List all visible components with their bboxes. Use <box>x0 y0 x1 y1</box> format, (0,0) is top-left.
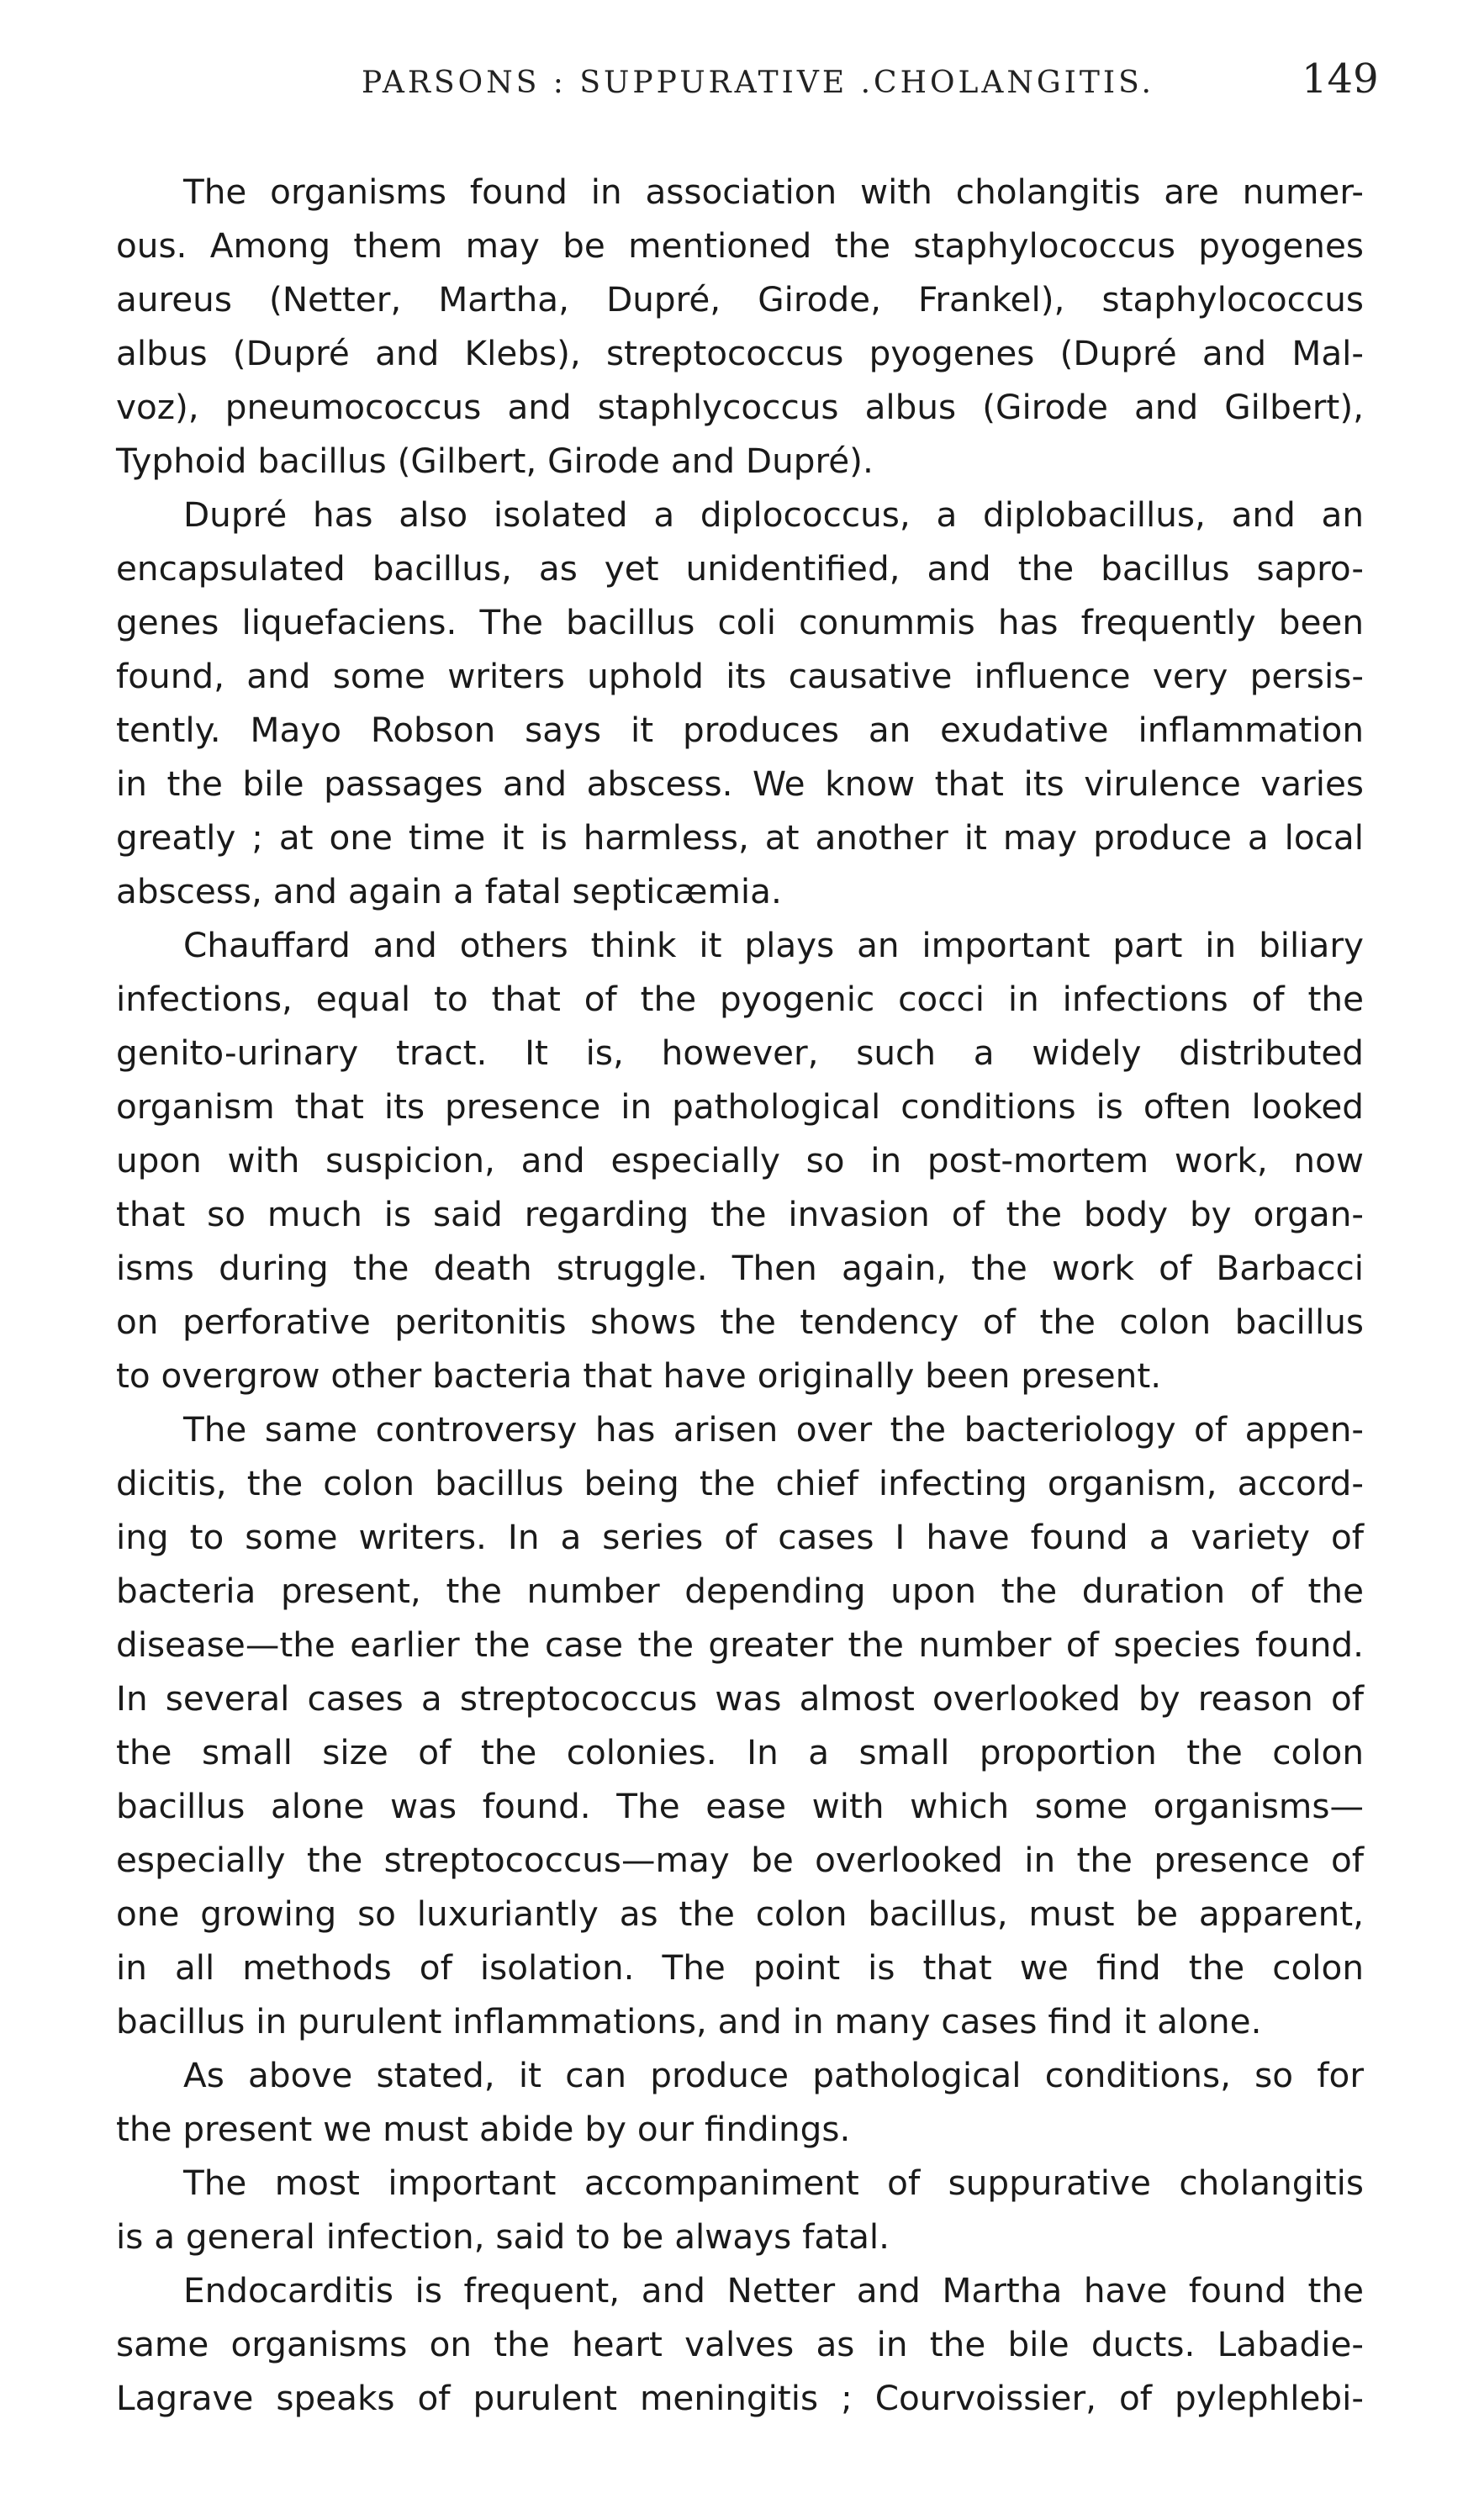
text-line: voz), pneumococcus and staphlycoccus albus (Girode and Gilbert), <box>116 387 1364 427</box>
text-line: one growing so luxuriantly as the colon bacillus, must be apparent, <box>116 1894 1364 1934</box>
text-line: in all methods of isolation. The point is that we find the colon <box>116 1947 1364 1988</box>
text-line: abscess, and again a fatal septicæmia. <box>116 871 782 911</box>
text-line: especially the streptococcus—may be overlooked in the presence of <box>116 1840 1364 1880</box>
text-line: in the bile passages and abscess. We know that its virulence varies <box>116 763 1364 804</box>
text-line: Endocarditis is frequent, and Netter and Martha have found the <box>183 2270 1364 2311</box>
text-line: that so much is said regarding the invasion of the body by organ- <box>116 1194 1364 1234</box>
text-line: encapsulated bacillus, as yet unidentified, and the bacillus sapro- <box>116 548 1364 589</box>
paragraph <box>116 165 1364 488</box>
page-number: 149 <box>1302 55 1379 103</box>
paragraph <box>116 2263 1364 2425</box>
text-line: infections, equal to that of the pyogenic cocci in infections of the <box>116 979 1364 1019</box>
text-line: Typhoid bacillus (Gilbert, Girode and Dupré). <box>116 441 874 481</box>
text-line: greatly ; at one time it is harmless, at another it may produce a local <box>116 817 1364 858</box>
text-line: Lagrave speaks of purulent meningitis ; Courvoissier, of pylephlebi- <box>116 2378 1364 2418</box>
text-line: the present we must abide by our findings. <box>116 2109 851 2149</box>
text-line: dicitis, the colon bacillus being the chief infecting organism, accord- <box>116 1463 1364 1503</box>
text-line: is a general infection, said to be always fatal. <box>116 2216 890 2257</box>
text-line: upon with suspicion, and especially so in post-mortem work, now <box>116 1140 1364 1180</box>
paragraph <box>116 2156 1364 2263</box>
text-line: ing to some writers. In a series of cases I have found a variety of <box>116 1517 1364 1557</box>
text-line: genes liquefaciens. The bacillus coli conummis has frequently been <box>116 602 1364 642</box>
text-line: The same controversy has arisen over the bacteriology of appen- <box>183 1409 1364 1450</box>
paragraph <box>116 1402 1364 2048</box>
text-line: the small size of the colonies. In a small proportion the colon <box>116 1732 1364 1772</box>
text-line: same organisms on the heart valves as in the bile ducts. Labadie- <box>116 2324 1364 2364</box>
text-line: As above stated, it can produce pathological conditions, so for <box>183 2055 1364 2095</box>
paragraph <box>116 488 1364 918</box>
text-line: ous. Among them may be mentioned the staphylococcus pyogenes <box>116 225 1364 266</box>
paragraph <box>116 918 1364 1402</box>
text-line: albus (Dupré and Klebs), streptococcus pyogenes (Dupré and Mal- <box>116 333 1364 373</box>
text-line: tently. Mayo Robson says it produces an exudative inflammation <box>116 710 1364 750</box>
text-line: found, and some writers uphold its causative influence very persis- <box>116 656 1364 696</box>
text-line: bacillus in purulent inflammations, and in many cases find it alone. <box>116 2001 1262 2041</box>
text-line: isms during the death struggle. Then again, the work of Barbacci <box>116 1248 1364 1288</box>
running-head: PARSONS : SUPPURATIVE .CHOLANGITIS. <box>362 66 1154 100</box>
text-line: organism that its presence in pathological conditions is often looked <box>116 1086 1364 1127</box>
text-line: Chauffard and others think it plays an important part in biliary <box>183 925 1364 965</box>
text-line: bacillus alone was found. The ease with which some organisms— <box>116 1786 1364 1826</box>
text-line: Dupré has also isolated a diplococcus, a diplobacillus, and an <box>183 494 1364 535</box>
body-text <box>116 165 1364 2425</box>
text-line: disease—the earlier the case the greater the number of species found. <box>116 1624 1364 1665</box>
text-line: on perforative peritonitis shows the tendency of the colon bacillus <box>116 1302 1364 1342</box>
text-line: aureus (Netter, Martha, Dupré, Girode, Frankel), staphylococcus <box>116 279 1364 320</box>
text-line: In several cases a streptococcus was almost overlooked by reason of <box>116 1678 1364 1719</box>
text-line: to overgrow other bacteria that have originally been present. <box>116 1355 1162 1396</box>
text-line: The organisms found in association with cholangitis are numer- <box>183 172 1364 212</box>
text-line: genito-urinary tract. It is, however, such a widely distributed <box>116 1033 1364 1073</box>
text-line: The most important accompaniment of suppurative cholangitis <box>183 2163 1364 2203</box>
text-line: bacteria present, the number depending upon the duration of the <box>116 1571 1364 1611</box>
paragraph <box>116 2048 1364 2156</box>
